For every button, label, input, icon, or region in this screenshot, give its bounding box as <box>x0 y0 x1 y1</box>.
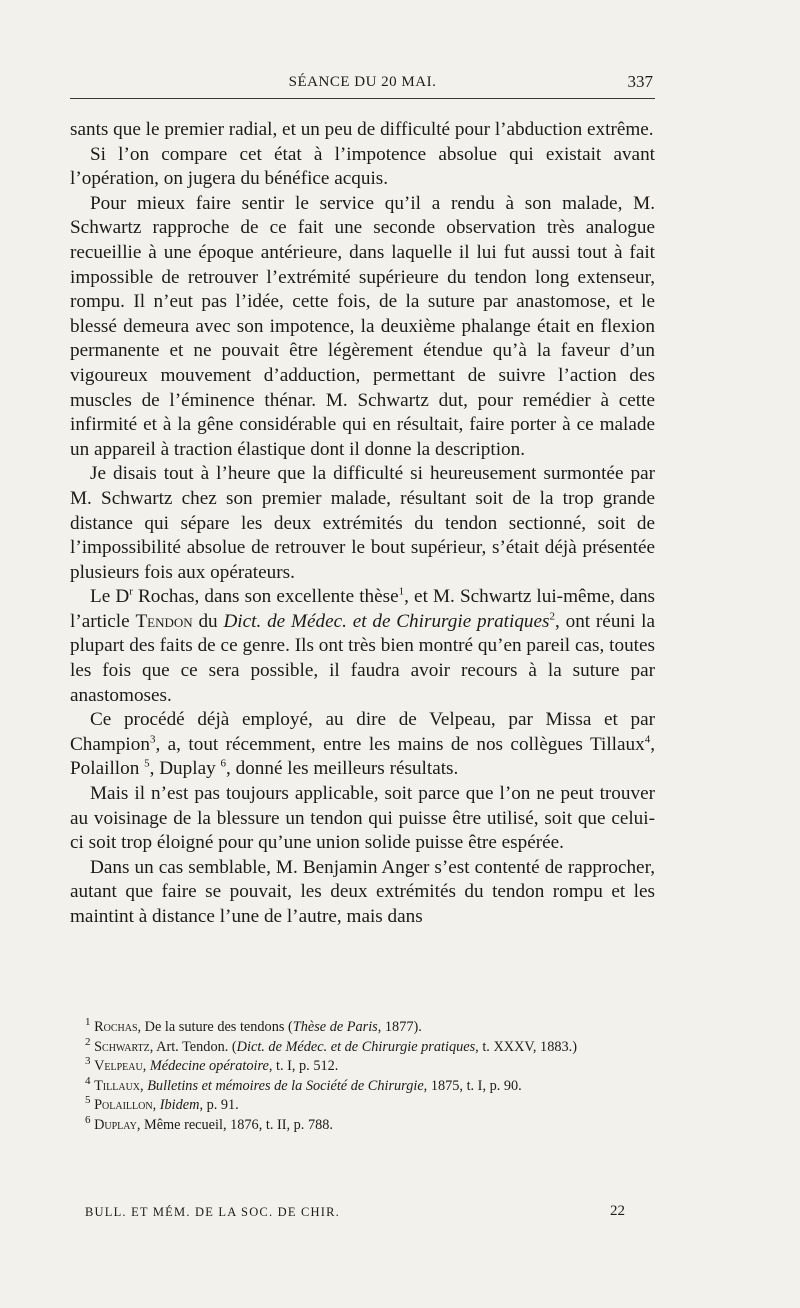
footnote-number: 5 <box>85 1094 91 1107</box>
footnote-text: , t. XXXV, 1883.) <box>475 1038 577 1055</box>
small-caps-term: Tendon <box>135 610 193 632</box>
paragraph-3: Pour mieux faire sentir le service qu’il a rendu à son malade, M. Schwartz rapproche de ce fait une seconde observation très analogue recueillie à une époque antérieure, dans laquelle il lui fut aussi tout à fait impossible de retrouver l’extrémité supérieure du tendon long extenseur, rompu. Il n’eut pas l’idée, cette fois, de la suture par anastomose, et le blessé demeura avec son impotence, la deuxième phalange était en flexion permanente et ne pouvait être légèrement étendue qu’à la faveur d’un vigoureux mouvement d’adduction, permettant de suivre l’action des muscles de l’éminence thénar. M. Schwartz dut, pour remédier à cette infirmité et à la gêne considérable qui en résultait, faire porter à ce malade un appareil à traction élastique dont il donne la description. <box>70 192 655 460</box>
paragraph-6 <box>70 708 655 782</box>
footnote-italic: Ibidem <box>159 1097 200 1113</box>
footnote-italic: Dict. de Médec. et de Chirurgie pratiques <box>236 1038 476 1055</box>
footnote-number: 4 <box>85 1074 91 1087</box>
footnote-text: , t. I, p. 512. <box>268 1058 339 1074</box>
footnote-author: Rochas <box>94 1019 138 1035</box>
footnote-ref-3: 3 <box>149 733 156 746</box>
footnote-text: , Art. Tendon. ( <box>149 1038 237 1055</box>
paragraph-7: Mais il n’est pas toujours applicable, soit parce que l’on ne peut trouver au voisinage de la blessure un tendon qui puisse être utilisé, soit que celui-ci soit trop éloigné pour qu’une union solide puisse être espérée. <box>70 783 655 854</box>
text-span: , a, tout récemment, entre les mains de nos collègues Tillaux <box>155 733 645 755</box>
text-span: du <box>192 610 224 632</box>
running-title: SÉANCE DU 20 MAI. <box>288 74 437 90</box>
footnote-2 <box>70 1035 655 1058</box>
footnote-author: Velpeau <box>94 1058 143 1074</box>
footnote-text: , <box>152 1097 160 1113</box>
footnote-6 <box>70 1113 655 1136</box>
paragraph-5 <box>70 585 655 708</box>
footnote-text: , De la suture des tendons ( <box>137 1019 293 1035</box>
footnote-text: , <box>140 1077 148 1094</box>
text-span: , Duplay <box>149 758 221 780</box>
footnote-author: Schwartz <box>94 1038 150 1055</box>
paragraph-4: Je disais tout à l’heure que la difficulté si heureusement surmontée par M. Schwartz chez son premier malade, résultant soit de la trop grande distance qui sépare les deux extrémités du tendon sectionné, soit de l’impossibilité absolue de retrouver le bout supérieur, s’était déjà présentée plusieurs fois aux opérateurs. <box>70 463 655 583</box>
footnote-ref-6: 6 <box>220 758 226 771</box>
footnote-ref-1: 1 <box>398 585 405 598</box>
footnote-4 <box>70 1074 655 1097</box>
text-span: Rochas, dans son excellente thèse <box>132 586 399 608</box>
footnote-text: , Même recueil, 1876, t. II, p. 788. <box>136 1116 333 1133</box>
footnote-author: Polaillon <box>94 1097 153 1113</box>
superscript: r <box>129 585 133 598</box>
page-footer <box>85 1205 625 1220</box>
footnote-italic: Thèse de Paris <box>292 1019 378 1035</box>
main-text <box>70 118 655 930</box>
page-header <box>70 72 655 99</box>
text-span: , Polaillon <box>70 733 655 780</box>
paragraph-8: Dans un cas semblable, M. Benjamin Anger s’est contenté de rapprocher, autant que faire se pouvait, les deux extrémités du tendon rompu et les maintint à distance l’une de l’autre, mais dans <box>70 856 655 927</box>
footnote-author: Tillaux <box>94 1077 141 1094</box>
signature-mark: 22 <box>610 1203 625 1219</box>
footnote-italic: Bulletins et mémoires de la Société de Chirurgie <box>147 1077 424 1094</box>
footnote-text: , 1875, t. I, p. 90. <box>423 1077 522 1094</box>
footnotes <box>70 1018 655 1135</box>
footnote-italic: Médecine opératoire <box>149 1058 269 1074</box>
text-span: , et M. Schwartz lui-même, dans l’article <box>70 586 656 632</box>
footnote-text: , p. 91. <box>199 1097 239 1113</box>
footnote-text: , <box>142 1058 150 1074</box>
page-number: 337 <box>627 72 653 91</box>
footnote-3 <box>70 1057 655 1077</box>
footnote-number: 1 <box>85 1016 91 1029</box>
text-span: , donné les meilleurs résultats. <box>225 758 459 780</box>
footnote-text: , 1877). <box>377 1019 422 1035</box>
paragraph-2: Si l’on compare cet état à l’impotence absolue qui existait avant l’opération, on jugera du bénéfice acquis. <box>70 143 655 190</box>
footnote-author: Duplay <box>94 1116 137 1133</box>
footnote-number: 2 <box>85 1035 91 1048</box>
paragraph-1: sants que le premier radial, et un peu de difficulté pour l’abduction extrême. <box>70 119 654 140</box>
footnote-number: 6 <box>85 1113 91 1126</box>
italic-title: Dict. de Médec. et de Chirurgie pratiques <box>223 610 550 632</box>
text-span: , ont réuni la plupart des faits de ce genre. Ils ont très bien montré qu’en pareil cas, toutes les fois que ce sera possible, il faudra avoir recours à la suture par anastomoses. <box>70 610 655 706</box>
footnote-ref-4: 4 <box>644 733 651 746</box>
footnote-5 <box>70 1096 655 1116</box>
text-span: Le D <box>90 586 130 608</box>
footnote-ref-2: 2 <box>549 610 556 623</box>
text-span: Ce procédé déjà employé, au dire de Velpeau, par Missa et par Champion <box>70 709 655 755</box>
footnote-number: 3 <box>85 1055 91 1068</box>
journal-name: BULL. ET MÉM. DE LA SOC. DE CHIR. <box>85 1205 340 1219</box>
footnote-1 <box>70 1018 655 1038</box>
footnote-ref-5: 5 <box>144 758 150 771</box>
